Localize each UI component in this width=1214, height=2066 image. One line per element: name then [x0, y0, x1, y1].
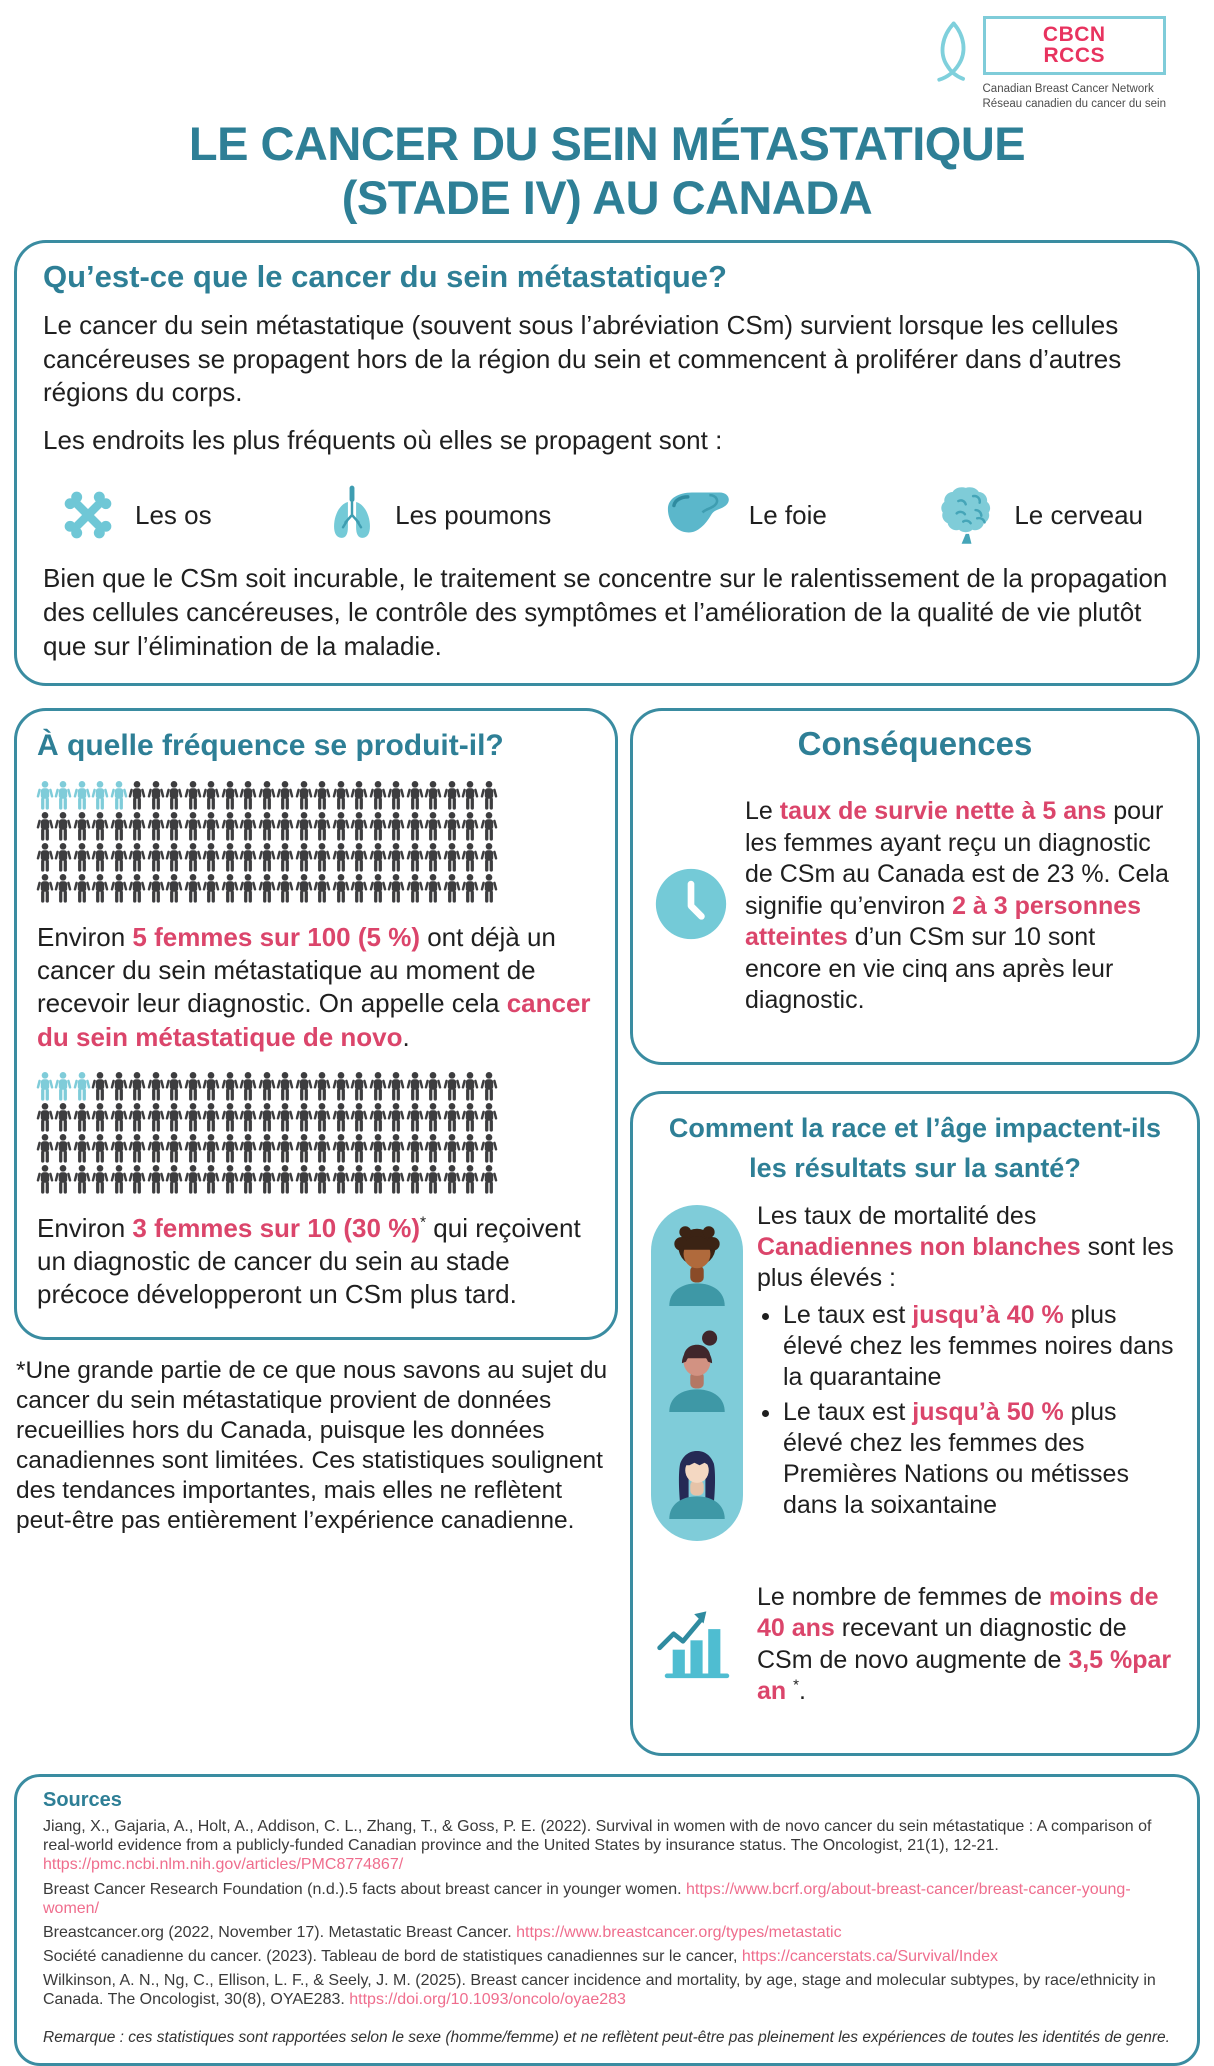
person-icon [296, 874, 312, 903]
person-icon [425, 812, 441, 841]
person-icon [37, 1072, 53, 1101]
person-icon [333, 1103, 349, 1132]
awareness-ribbon-icon [929, 16, 975, 99]
person-icon [185, 812, 201, 841]
person-icon [92, 1134, 108, 1163]
person-icon [296, 843, 312, 872]
person-icon [92, 1165, 108, 1194]
person-icon [148, 812, 164, 841]
person-icon [314, 812, 330, 841]
logo-name-fr: Réseau canadien du cancer du sein [982, 98, 1166, 111]
person-icon [92, 812, 108, 841]
page-title-line1: LE CANCER DU SEIN MÉTASTATIQUE [188, 116, 1026, 170]
person-icon [203, 781, 219, 810]
person-icon [407, 874, 423, 903]
frequency-heading: À quelle fréquence se produit-il? [37, 729, 504, 763]
person-icon [388, 781, 404, 810]
person-icon [222, 1103, 238, 1132]
person-icon [277, 843, 293, 872]
person-icon [444, 812, 460, 841]
logo-acronym [983, 16, 1167, 75]
person-icon [55, 1134, 71, 1163]
person-icon [407, 812, 423, 841]
person-icon [148, 781, 164, 810]
page-title [0, 117, 1214, 226]
person-icon [129, 812, 145, 841]
person-icon [222, 1072, 238, 1101]
person-icon [481, 1165, 497, 1194]
person-icon [259, 781, 275, 810]
site-label-lungs: Les poumons [395, 499, 552, 530]
person-icon [37, 812, 53, 841]
person-icon [425, 874, 441, 903]
person-icon [37, 1103, 53, 1132]
pictogram-grid-100-women-3 [37, 1072, 499, 1194]
person-icon [203, 1165, 219, 1194]
person-icon [462, 1134, 478, 1163]
consequences-body-row [653, 771, 1177, 1042]
consequences-text: Le taux de survie nette à 5 ans pour les femmes ayant reçu un diagnostic de CSm au Canada est de 23 %. Cela signifie qu’environ 2 à 3 personnes atteintes d’un CSm sur 10 sont encore en vie cinq ans après leur diagnostic. [745, 797, 1169, 1015]
person-icon [314, 1165, 330, 1194]
person-icon [166, 1134, 182, 1163]
person-icon [351, 843, 367, 872]
person-icon [370, 1165, 386, 1194]
person-icon [296, 1134, 312, 1163]
person-icon [92, 781, 108, 810]
person-icon [388, 1165, 404, 1194]
site-brain [936, 483, 1143, 547]
person-icon [185, 874, 201, 903]
person-icon [444, 1134, 460, 1163]
person-icon [407, 843, 423, 872]
person-icon [388, 843, 404, 872]
person-icon [333, 874, 349, 903]
person-icon [222, 1134, 238, 1163]
site-lungs [321, 482, 551, 548]
person-icon [148, 874, 164, 903]
person-icon [55, 874, 71, 903]
data-limitation-footnote: *Une grande partie de ce que nous savons au sujet du cancer du sein métastatique provient de données recueillies hors du Canada, puisque les données canadiennes sont limitées. Ces statistiques soulignent des tendances importantes, mais elles ne reflètent peut-être pas entièrement l’expérience canadienne. [16, 1356, 608, 1535]
person-icon [333, 1165, 349, 1194]
person-icon [203, 843, 219, 872]
person-icon [351, 812, 367, 841]
person-icon [407, 781, 423, 810]
person-icon [222, 1165, 238, 1194]
person-icon [166, 781, 182, 810]
woman-dark-skin-curly-hair-avatar [659, 1222, 735, 1311]
person-icon [277, 812, 293, 841]
person-icon [111, 1134, 127, 1163]
person-icon [37, 843, 53, 872]
person-icon [148, 1072, 164, 1101]
person-icon [203, 1103, 219, 1132]
source-link[interactable]: https://www.bcrf.org/about-breast-cancer/breast-cancer-young-women/ [43, 1880, 1131, 1917]
person-icon [240, 1165, 256, 1194]
person-icon [74, 1103, 90, 1132]
person-icon [92, 1072, 108, 1101]
person-icon [314, 874, 330, 903]
person-icon [444, 874, 460, 903]
clock-icon [653, 866, 729, 947]
person-icon [277, 781, 293, 810]
bones-icon [53, 483, 123, 547]
person-icon [92, 874, 108, 903]
person-icon [222, 843, 238, 872]
person-icon [240, 1134, 256, 1163]
consequences-panel [630, 708, 1200, 1065]
person-icon [55, 1103, 71, 1132]
person-icon [74, 1134, 90, 1163]
person-icon [129, 1165, 145, 1194]
person-icon [333, 1072, 349, 1101]
person-icon [166, 843, 182, 872]
person-icon [333, 843, 349, 872]
frequency-paragraph-2: Environ 3 femmes sur 10 (30 %)* qui reçoivent un diagnostic de cancer du sein au stade précoce développeront un CSm plus tard. [37, 1212, 581, 1309]
person-icon [74, 843, 90, 872]
person-icon [166, 812, 182, 841]
consequences-heading: Conséquences [797, 725, 1033, 763]
person-icon [296, 1103, 312, 1132]
person-icon [296, 1072, 312, 1101]
person-icon [481, 781, 497, 810]
person-icon [148, 1103, 164, 1132]
person-icon [370, 1072, 386, 1101]
person-icon [148, 843, 164, 872]
person-icon [185, 1072, 201, 1101]
person-icon [74, 781, 90, 810]
source-link[interactable]: https://www.breastcancer.org/types/metastatic [516, 1923, 842, 1941]
under-40-text: Le nombre de femmes de moins de 40 ans recevant un diagnostic de CSm de novo augmente de 3,5 %par an *. [757, 1582, 1172, 1706]
person-icon [370, 843, 386, 872]
race-age-heading: Comment la race et l’âge impactent-ils les résultats sur la santé? [668, 1112, 1162, 1184]
race-intro: Les taux de mortalité des Canadiennes non blanches sont les plus élevés : [757, 1201, 1174, 1292]
person-icon [37, 1165, 53, 1194]
person-icon [481, 1072, 497, 1101]
person-icon [444, 1072, 460, 1101]
person-icon [222, 874, 238, 903]
what-paragraph-1: Le cancer du sein métastatique (souvent sous l’abréviation CSm) survient lorsque les cellules cancéreuses se propagent hors de la région du sein et commencent à proliférer dans d’autres régions du corps. [43, 309, 1122, 408]
person-icon [259, 1072, 275, 1101]
sources-panel [14, 1774, 1200, 2066]
person-icon [296, 1165, 312, 1194]
person-icon [259, 874, 275, 903]
person-icon [481, 1103, 497, 1132]
person-icon [203, 1134, 219, 1163]
person-icon [129, 1103, 145, 1132]
person-icon [462, 874, 478, 903]
right-column [630, 708, 1200, 1756]
person-icon [185, 781, 201, 810]
person-icon [296, 812, 312, 841]
person-icon [166, 874, 182, 903]
site-label-bones: Les os [135, 499, 212, 530]
person-icon [74, 812, 90, 841]
person-icon [166, 1072, 182, 1101]
frequency-panel [14, 708, 618, 1339]
person-icon [462, 781, 478, 810]
person-icon [277, 1134, 293, 1163]
person-icon [240, 843, 256, 872]
person-icon [74, 874, 90, 903]
person-icon [296, 781, 312, 810]
person-icon [425, 1165, 441, 1194]
person-icon [111, 781, 127, 810]
logo-caption [983, 82, 1167, 113]
person-icon [462, 1072, 478, 1101]
person-icon [351, 874, 367, 903]
person-icon [314, 1103, 330, 1132]
logo-acronym-line1: CBCN [1042, 23, 1106, 46]
person-icon [222, 812, 238, 841]
source-link[interactable]: https://doi.org/10.1093/oncolo/oyae283 [349, 1991, 626, 2009]
race-age-panel [630, 1091, 1200, 1756]
logo-acronym-line2: RCCS [1043, 44, 1105, 68]
left-column [14, 708, 618, 1536]
person-icon [351, 1103, 367, 1132]
person-icon [240, 874, 256, 903]
site-label-liver: Le foie [748, 499, 827, 530]
liver-icon [661, 484, 737, 546]
person-icon [37, 781, 53, 810]
person-icon [185, 843, 201, 872]
person-icon [444, 843, 460, 872]
person-icon [74, 1072, 90, 1101]
person-icon [407, 1134, 423, 1163]
person-icon [259, 1165, 275, 1194]
site-liver [661, 484, 827, 546]
person-icon [240, 812, 256, 841]
person-icon [388, 1103, 404, 1132]
race-bullet-black-women: • Le taux est jusqu’à 40 % plus élevé chez les femmes noires dans la quarantaine [783, 1300, 1179, 1393]
person-icon [55, 1072, 71, 1101]
person-icon [481, 843, 497, 872]
logo-name-en: Canadian Breast Cancer Network [982, 82, 1154, 95]
person-icon [462, 812, 478, 841]
pictogram-grid-100-women-5 [37, 781, 499, 903]
lungs-icon [321, 482, 383, 548]
person-icon [129, 843, 145, 872]
person-icon [351, 1134, 367, 1163]
person-icon [222, 781, 238, 810]
person-icon [203, 874, 219, 903]
person-icon [444, 1103, 460, 1132]
site-label-brain: Le cerveau [1014, 499, 1143, 530]
person-icon [481, 812, 497, 841]
gender-identity-remark: Remarque : ces statistiques sont rapportées selon le sexe (homme/femme) et ne reflètent peut-être pas pleinement les expériences de toutes les identités de genre. [43, 2028, 1170, 2046]
person-icon [370, 812, 386, 841]
what-is-mbc-panel [14, 240, 1200, 687]
source-reference-5: Wilkinson, A. N., Ng, C., Ellison, L. F., & Seely, J. M. (2025). Breast cancer incidence and mortality, by age, stage and molecular subtypes, by race/ethnicity in Canada. The Oncologist, 30(8), OYAE283. https://doi.org/10.1093/oncolo/oyae283 [43, 1972, 1156, 2009]
page-title-line2: (STADE IV) AU CANADA [341, 171, 873, 225]
source-reference-1: Jiang, X., Gajaria, A., Holt, A., Addison, C. L., Zhang, T., & Goss, P. E. (2022). Survival in women with de novo cancer du sein métastatique : A comparison of real-world evidence from a publicly-funded Canadian province and the United States by insurance status. The Oncologist, 21(1), 12-21. https://pmc.ncbi.nlm.nih.gov/articles/PMC8774867/ [43, 1817, 1152, 1874]
what-paragraph-2: Les endroits les plus fréquents où elles se propagent sont : [43, 425, 723, 456]
logo-text-block [983, 16, 1167, 113]
person-icon [444, 781, 460, 810]
person-icon [277, 1103, 293, 1132]
person-icon [111, 874, 127, 903]
women-avatars-group [651, 1205, 743, 1541]
person-icon [388, 1072, 404, 1101]
person-icon [407, 1165, 423, 1194]
person-icon [333, 812, 349, 841]
race-text-block [757, 1201, 1179, 1541]
person-icon [37, 874, 53, 903]
person-icon [388, 874, 404, 903]
person-icon [425, 1103, 441, 1132]
person-icon [74, 1165, 90, 1194]
person-icon [111, 1103, 127, 1132]
source-reference-4: Société canadienne du cancer. (2023). Tableau de bord de statistiques canadiennes sur le cancer, https://cancerstats.ca/Survival/Index [43, 1948, 998, 1966]
person-icon [333, 1134, 349, 1163]
person-icon [314, 781, 330, 810]
person-icon [37, 1134, 53, 1163]
woman-medium-skin-bun-hair-avatar [659, 1328, 735, 1417]
under-40-row [651, 1557, 1179, 1733]
person-icon [111, 843, 127, 872]
person-icon [129, 1072, 145, 1101]
person-icon [425, 843, 441, 872]
person-icon [259, 812, 275, 841]
person-icon [55, 1165, 71, 1194]
person-icon [166, 1165, 182, 1194]
person-icon [185, 1165, 201, 1194]
person-icon [240, 781, 256, 810]
person-icon [185, 1134, 201, 1163]
person-icon [277, 1072, 293, 1101]
race-bullet-list [757, 1300, 1179, 1521]
person-icon [185, 1103, 201, 1132]
person-icon [259, 1103, 275, 1132]
person-icon [444, 1165, 460, 1194]
person-icon [314, 843, 330, 872]
source-link[interactable]: https://pmc.ncbi.nlm.nih.gov/articles/PMC8774867/ [43, 1856, 404, 1874]
person-icon [462, 843, 478, 872]
person-icon [203, 812, 219, 841]
person-icon [388, 1134, 404, 1163]
person-icon [481, 1134, 497, 1163]
person-icon [351, 1165, 367, 1194]
frequency-paragraph-1: Environ 5 femmes sur 100 (5 %) ont déjà un cancer du sein métastatique au moment de recevoir leur diagnostic. On appelle cela cancer du sein métastatique de novo. [37, 922, 591, 1052]
person-icon [425, 1072, 441, 1101]
person-icon [388, 812, 404, 841]
person-icon [203, 1072, 219, 1101]
person-icon [92, 1103, 108, 1132]
person-icon [351, 781, 367, 810]
race-bullet-first-nations: • Le taux est jusqu’à 50 % plus élevé chez les femmes des Premières Nations ou métisses dans la soixantaine [783, 1397, 1179, 1521]
person-icon [462, 1165, 478, 1194]
person-icon [148, 1134, 164, 1163]
cbcn-logo [929, 16, 1167, 113]
person-icon [333, 781, 349, 810]
person-icon [370, 874, 386, 903]
race-body-row [651, 1201, 1179, 1541]
person-icon [462, 1103, 478, 1132]
person-icon [277, 874, 293, 903]
person-icon [259, 843, 275, 872]
person-icon [351, 1072, 367, 1101]
two-column-area [14, 708, 1200, 1756]
header [0, 0, 1214, 113]
source-link[interactable]: https://cancerstats.ca/Survival/Index [741, 1948, 998, 1966]
person-icon [148, 1165, 164, 1194]
person-icon [407, 1103, 423, 1132]
person-icon [129, 781, 145, 810]
person-icon [407, 1072, 423, 1101]
person-icon [481, 874, 497, 903]
person-icon [92, 843, 108, 872]
brain-icon [936, 483, 1002, 547]
person-icon [240, 1072, 256, 1101]
person-icon [277, 1165, 293, 1194]
person-icon [166, 1103, 182, 1132]
person-icon [425, 781, 441, 810]
rising-bar-chart-icon [651, 1606, 743, 1684]
person-icon [259, 1134, 275, 1163]
person-icon [111, 1165, 127, 1194]
sources-heading: Sources [43, 1788, 122, 1811]
person-icon [55, 843, 71, 872]
person-icon [370, 1103, 386, 1132]
person-icon [240, 1103, 256, 1132]
person-icon [111, 1072, 127, 1101]
source-reference-3: Breastcancer.org (2022, November 17). Metastatic Breast Cancer. https://www.breastcancer.org/types/metastatic [43, 1923, 842, 1941]
person-icon [129, 1134, 145, 1163]
person-icon [129, 874, 145, 903]
source-reference-2: Breast Cancer Research Foundation (n.d.).5 facts about breast cancer in younger women. https://www.bcrf.org/about-breast-cancer/breast-cancer-young-women/ [43, 1880, 1131, 1917]
spread-sites-row [53, 482, 1143, 548]
woman-light-skin-long-hair-avatar [659, 1435, 735, 1524]
person-icon [314, 1072, 330, 1101]
what-heading: Qu’est-ce que le cancer du sein métastatique? [43, 258, 727, 294]
person-icon [425, 1134, 441, 1163]
person-icon [111, 812, 127, 841]
person-icon [370, 1134, 386, 1163]
person-icon [314, 1134, 330, 1163]
person-icon [370, 781, 386, 810]
person-icon [55, 781, 71, 810]
person-icon [55, 812, 71, 841]
site-bones [53, 483, 212, 547]
what-paragraph-3: Bien que le CSm soit incurable, le traitement se concentre sur le ralentissement de la propagation des cellules cancéreuses, le contrôle des symptômes et l’amélioration de la qualité de vie plutôt que sur l’élimination de la maladie. [43, 563, 1168, 661]
